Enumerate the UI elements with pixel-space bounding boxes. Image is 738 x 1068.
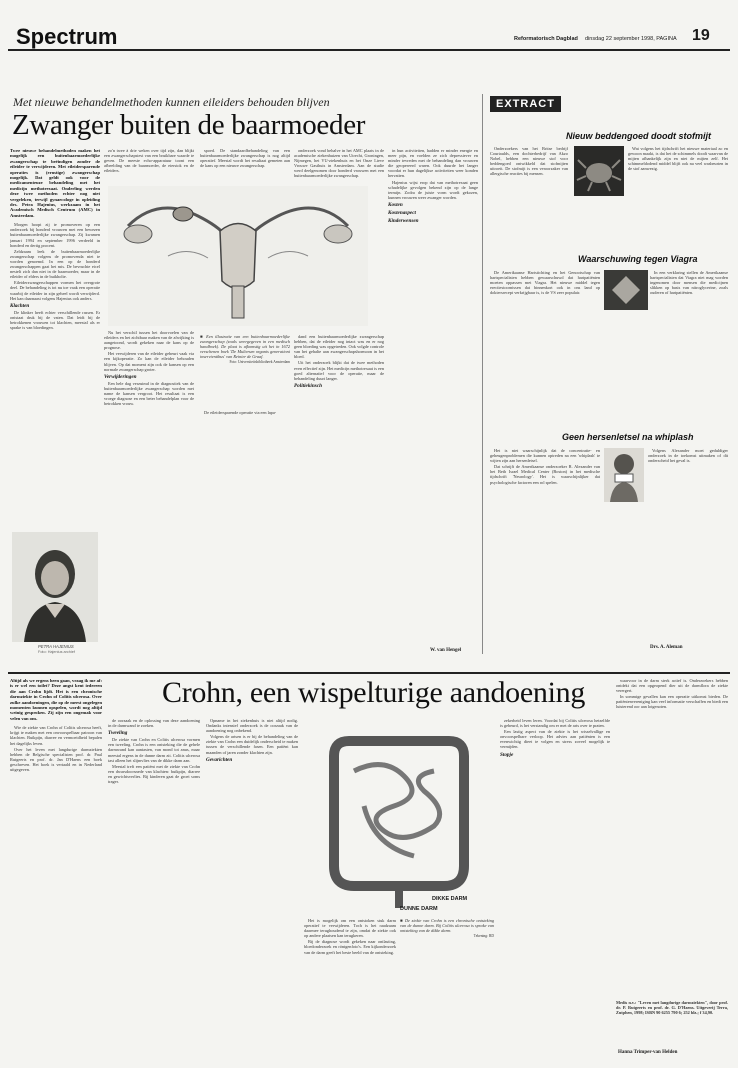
section-divider [8,672,730,674]
extract-divider [482,94,483,654]
article2-col3-1: Opname in het ziekenhuis is niet altijd nodig. Ondanks intensief onderzoek is de oorzaak van de aandoening nog onbekend. [206,718,298,734]
article2-subhead-tweeling: Tweeling [108,730,128,737]
article1-body-1: Morgen hoopt zij te promoveren op een onderzoek bij honderd vrouwen met een bewezen buitenbaarmoederlijke zwangerschap. Zij kwamen januari 1994 en september 1996 verdeeld in honderd en dertig procent. [10,222,100,248]
extract-item-3-image [604,448,644,502]
article2-column-6 [616,678,728,978]
extract-item-3-para-1: Het is niet waarschijnlijk dat de concentratie- en geheugenproblemen die kunnen optreden na een 'whiplash' te wijten zijn aan hersenletsel. [490,448,600,464]
article2-col5-1: zekerheid leven leren. Voordat bij Colitis ulcerosa hetzelfde is gebeurd, is het verstandig om er met de arts over te praten. [500,718,610,729]
article1-subhead-verwijderingen: Verwijderingen [104,373,137,380]
extract-item-1-para-1: Onderzoekers van het Britse bedrijf Courtaulds, een dochterbedrijf van Akzo Nobel, hebben een nieuwe stof voor beddengoed ontwikkeld dat stofmijten uitroeit. De stofmijt is een veroorzaker van allergische reacties bij mensen. [490,146,568,177]
article1-col3-1: spoed. De standaardbehandeling van een buitenbaarmoederlijke zwangerschap is nog altijd operatief. Meestal wordt het resultaat gemeten aan de kans op een nieuwe zwangerschap. [200,148,290,169]
article2-col1-1: Wie de ziekte van Crohn of Colitis ulcerosa heeft, krijgt te maken met een onvoorspelbaar patroon van klachten. Buikpijn, diarree en vermoeidheid bepalen het dagelijks leven. [10,725,102,746]
article1-column-5 [388,148,478,644]
article2-byline: Hanna Trimper-van Helden [618,1050,678,1055]
article1-mid-3: Het verwijderen van de eileider gebeurt vaak via een kijkoperatie. Zo kan de eileider behouden blijven. Op dat moment zijn ook de kansen op een normale zwangerschap groter. [104,351,194,372]
article-title: Zwanger buiten de baarmoeder [12,109,366,141]
article1-col5-1: in hun activiteiten, hadden er minder energie en meer pijn, en voelden ze zich depressiever en minder tevreden met de behandeling dan vrouwen die geopereerd waren. Ook duurde het langer voordat er hun dagelijkse activiteiten weer konden hervatten. [388,148,478,179]
header-rule [8,49,730,51]
extract-item-1-para-2: Wat volgens het tijdschrift het nieuwe materiaal zo en gewoon maakt, is dat het de schimmels doodt waarvan de mijten afhankelijk zijn en niet de mijten zelf. Het schimmeldodend middel blijft ook na veel wasbeurten in de stof aanwezig. [628,146,728,172]
article1-column-2-top [104,148,194,188]
intestine-illustration [304,716,494,914]
extract-item-3-para-3: Volgens Alexander moet geduldiger onderzoek in de toekomst uitmaken of dit onderscheid het geval is. [648,448,728,464]
portrait-photo [12,532,98,642]
article2-column-3 [206,718,298,1058]
article2-figure-caption-box [400,918,494,958]
article2-column-5 [500,718,610,1058]
article2-col6-2: In sommige gevallen kan een operatie uitkomst bieden. De patiëntenvereniging kan veel informatie verschaffen en biedt een luisterend oor aan lotgenoten. [616,694,728,710]
article1-col3-2: De eileidersparende operatie via een lapa- [204,410,277,415]
article1-body-2: Zeldzaam leek de buitenbaarmoederlijke zwangerschap volgens de promovenda niet te worden genoemd. In een op de honderd zwangerschappen gaat het mis. De bevruchte eicel nestelt zich dan niet in de baarmoeder, maar in de eileider of elders in de buikholte. [10,248,100,280]
portrait-illustration [12,532,98,642]
article1-column-4-lower [294,334,384,644]
extract-item-2-text-b [650,270,728,420]
article2-col2-3: Meestal treft een patiënt met de ziekte van Crohn een dwarsdoorsnede van klachten: buikpijn, diarree en gewichtsverlies. Bij kinderen gaat de groei soms trager. [108,763,200,785]
pill-photo [604,270,648,310]
article2-col3-2: Volgens de artsen is er bij de behandeling van de ziekte van Crohn een duidelijk onderscheid te maken tussen de verschillende fasen. Een patiënt kan maanden of jaren zonder klachten zijn. [206,734,298,755]
extract-item-2-para-2: In een verklaring stellen de Amerikaanse hartspecialisten dat Viagra niet mag worden ingenomen door mensen die medicijnen slikken op basis van nitroglycerine, zoals ouderen of hartpatiënten. [650,270,728,296]
article1-subhead-kosten: Kosten [388,201,403,208]
article1-col3-3: onderzoek vond behalve in het AMC plaats in de academische ziekenhuizen van Utrecht, Groningen, Nijmegen, het VU-ziekenhuis en het Onze Lieve Vrouwe Gasthuis in Amsterdam. Aan de studie werd deelgenomen door honderd vrouwen met een buitenbaarmoederlijke zwangerschap. [294,148,384,179]
article2-col2-1: de oorzaak en de oplossing van deze aandoening in de darmwand te zoeken. [108,718,200,729]
article1-klachten-text: De klinker heeft echter verschillende rassen. Er ontstaat druk bij de vaten. Dat leidt bij de betrokkenen vrouwen tot klachten, meestal als er sprake is van bloedingen. [10,309,100,331]
article1-subhead-klachten: Klachten [10,302,30,309]
article2-col1-2: Over het leven met langdurige darmziekten hebben de Belgische specialisten prof. dr. Paul Rutgeerts en prof. dr. Jan D'Haens een boek geschreven. Het boek is vertaald en in Nederland uitgegeven. [10,746,102,772]
article1-verwijderingen-text: Een hele dag verzuimd in de diagnostiek van de buitenbaarmoederlijke zwangerschap worden met name de kansen vergroot. Het resultaat is een vroege diagnose en een beter behandelplan voor de betrokken vrouw. [104,380,194,407]
extract-item-2-para-1: De Amerikaanse Hartstichting en het Genootschap van hartspecialisten hebben gewaarschuwd dat hartpatiënten moeten oppassen met Viagra. Het nieuwe middel tegen erectiestoornissen dat binnenkort ook in ons land op doktersrecept verkrijgbaar is, is de VS zeer populair. [490,270,600,296]
article2-column-4 [304,918,396,1058]
article1-mid-1: zo'n twee à drie weken over tijd zijn, dan blijkt een zwangerschapstest van een bruikbare waarde te geven. De meeste echo-apparatuur toont een afbeelding van de baarmoeder, de eierstok en de eileiders. [104,148,194,174]
article2-source [616,1000,728,1044]
article1-column-4 [294,148,384,184]
article1-body-3: Eileiderzwangerschappen vormen het overgrote deel. De behandeling is tot nu toe vaak een operatie waarbij de eileider in zijn geheel wordt verwijderd. Het kan daarnaast volgens Hajenius ook anders. [10,280,100,301]
article1-figure-caption-box [200,334,290,404]
extract-item-1-image [574,146,624,196]
extract-item-3-text-a [490,448,600,648]
article1-column-3-lower [200,410,290,644]
page-number: 19 [692,27,710,44]
extract-item-3-byline: Drs. A. Aleman [650,645,683,650]
article1-col4-2: Uit het onderzoek blijkt dat de twee methoden even effectief zijn. Het medicijn methotrexaat is een goed alternatief voor de operatie, maar de behandeling duurt langer. [294,360,384,381]
extract-label: EXTRACT [490,96,561,112]
article1-col4-1: dand een buitenbaarmoederlijke zwangerschap hebben, dat de eileider nog intact was en er nog geen bloeding was opgetreden. Ook volgde controle van het gehalte aan zwangerschapshormoon in het bloed. [294,334,384,360]
article2-source-text: Medis n.v.: "Leven met langdurige darmziekten", door prof. dr. P. Rutgeerts en prof. dr. G. D'Haens. Uitgeverij Terra, Zutphen, 1998; ISBN 90 6255 790 6; 252 blz.; f 34,90. [616,1000,728,1016]
article2-subhead-gevarichten: Gevarichten [206,756,233,763]
neck-brace-photo [604,448,644,502]
article1-subhead-politiek: Politiekinsch [294,382,322,389]
extract-item-2-title: Waarschuwing tegen Viagra [578,254,698,264]
article1-col5-2: Hajenius wijst erop dat van methotrexaat geen schadelijke gevolgen bekend zijn op de lange termijn. Zodra de juiste vorm wordt gekozen, kunnen vrouwen weer zwanger worden. [388,179,478,200]
portrait-credit: Foto: Hajenius archief [38,650,75,654]
uterus-illustration [108,186,368,326]
label-dikke-darm: DIKKE DARM [432,896,468,902]
article1-lead: Twee nieuwe behandelmethoden maken het mogelijk een buitenbaarmoederlijke zwangerschap te beëindigen zonder de eileider te verwijderen. Met eileidersparende operaties is (ernstige) zwangerschap mogelijk. Dat geldt ook voor de medicamenteuze behandeling met het medicijn methotrexaat. Onderling werden deze twee methoden echter nog niet vergeleken, terwijl gynaecologe in opleiding drs. Petra Hajenius, werkzaam in het Academisch Medisch Centrum (AMC) in Amsterdam. [10,148,100,218]
article1-subhead-kinderwensen: Kinderwensen [388,218,419,225]
article2-col4-2: Bij de diagnose wordt gekeken naar ontlasting, bloedonderzoek en röntgenfoto's. Een kijkonderzoek van de darm geeft het beste beeld van de ontsteking. [304,939,396,955]
dust-mite-photo [574,146,624,196]
figure-caption: ■ Een illustratie van een buitenbaarmoederlijke zwangerschap (zoals weergegeven in een medisch handboek). De plaat is afkomstig uit het in 1672 verschenen boek 'De Mulierum organis generationi inservientibus' van Reinier de Graaf. [200,334,290,360]
article-kicker: Met nieuwe behandelmethoden kunnen eileiders behouden blijven [13,95,330,109]
article2-figure-credit: Tekening: RD [473,934,494,939]
extract-item-3-para-2: Dat schrijft de Amerikaanse onderzoeker R. Alexander van het Beth Israel Medical Center (Boston) in het medische tijdschrift 'Neurology'. Het is waarschijnlijker dat psychologische factoren een rol spelen. [490,464,600,485]
extract-item-1-text-b [628,146,728,250]
label-dunne-darm: DUNNE DARM [400,906,438,912]
extract-item-2-image [604,270,648,310]
article2-column-1 [10,678,102,1058]
article2-lead: Altijd als we ergens heen gaan, vraag ik me af: is er wel een toilet? Deze angst kent iedereen die aan Crohn lijdt. Het is een chronische darmziekte in Crohn of Colitis ulcerosa. Over zulke aandoeningen, die op de meest ongelegen momenten kunnen opspelen, wordt nog altijd weinig gesproken. Zij zijn een ongemak voor velen van ons. [10,678,102,721]
intestine-drawing [304,716,494,914]
anatomy-drawing [108,186,368,326]
extract-item-2-text-a [490,270,600,420]
article1-subhead-kostenaspect: Kostenaspect [388,210,416,217]
article1-column-3 [200,148,290,184]
portrait-caption: PETRA HAJENIUS [38,644,74,649]
article2-title: Crohn, een wispelturige aandoening [162,676,586,709]
article1-mid-2: Nu het verschil tussen het doorvoelen van de eileiders en het zichtbaar maken van de afwijking is aangetoond, wordt gekeken naar de kans op de prognose. [104,330,194,351]
figure-credit: Foto: Universiteitsbibliotheek Amsterdam [229,360,290,365]
section-title: Spectrum [16,24,118,49]
paper-name: Reformatorisch Dagblad [514,36,578,42]
article2-figure-caption: ■ De ziekte van Crohn is een chronische ontsteking van de dunne darm. Bij Colitis ulcerosa is sprake van ontsteking van de dikke darm. [400,918,494,934]
article2-subhead-stopje: Stopje [500,751,514,758]
header [0,0,738,56]
article2-col4-1: Het is mogelijk om een ontstoken stuk darm operatief te verwijderen. Toch is het raadzaam daarmee terughoudend te zijn, omdat de ziekte ook op andere plaatsen kan terugkeren. [304,918,396,939]
extract-item-1-title: Nieuw beddengoed doodt stofmijt [566,131,711,141]
article1-column-2 [104,330,194,644]
date-line: dinsdag 22 september 1998, PAGINA [585,36,677,42]
article2-col6-1: waarvoor in de darm sterk actief is. Onderzoekers hebben ontdekt dat een opgeopend dier uit de darmflora de ziekte verergert. [616,678,728,694]
article2-column-2 [108,718,200,1058]
article1-column-1 [10,148,100,528]
article1-byline: W. van Hengel [430,648,462,653]
article2-col2-2: De ziekte van Crohn en Colitis ulcerosa vormen een tweeling. Crohn is een ontsteking die de gehele darmwand kan aantasten, van mond tot anus, maar meestal ergens in de dunne darm zit. Colitis ulcerosa tast alleen het slijmvlies van de dikke darm aan. [108,737,200,763]
extract-item-1-text-a [490,146,568,250]
extract-item-3-text-b [648,448,728,648]
article2-col5-2: Een lastig aspect van de ziekte is het wisselvallige en onvoorspelbare verloop. Het advies aan patiënten is een evenwichtig dieet te volgen en stress zoveel mogelijk te vermijden. [500,729,610,750]
extract-item-3-title: Geen hersenletsel na whiplash [562,432,694,442]
